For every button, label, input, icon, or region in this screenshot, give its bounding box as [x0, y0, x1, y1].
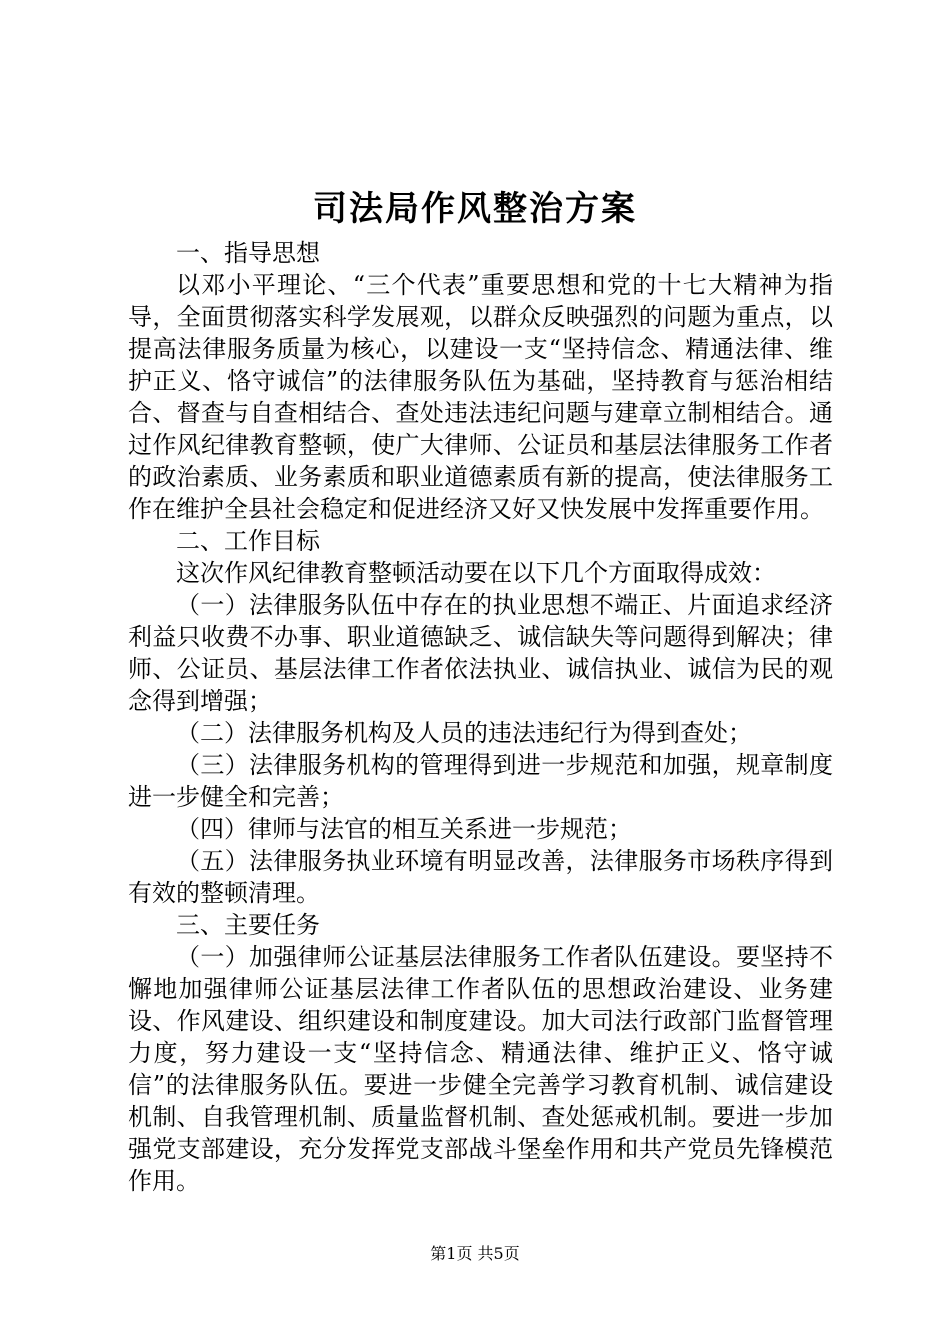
- body-paragraph: （三）法律服务机构的管理得到进一步规范和加强，规章制度进一步健全和完善；: [128, 751, 833, 811]
- body-paragraph: （二）法律服务机构及人员的违法违纪行为得到查处；: [176, 719, 752, 747]
- document-title: 司法局作风整治方案: [313, 189, 637, 229]
- body-paragraph: 这次作风纪律教育整顿活动要在以下几个方面取得成效：: [176, 559, 776, 587]
- section-heading: 二、工作目标: [176, 527, 320, 555]
- body-paragraph: （一）法律服务队伍中存在的执业思想不端正、片面追求经济利益只收费不办事、职业道德缺乏、诚信缺失等问题得到解决；律师、公证员、基层法律工作者依法执业、诚信执业、诚信为民的观念得到增强；: [128, 591, 833, 715]
- body-paragraph: 以邓小平理论、“三个代表”重要思想和党的十七大精神为指导，全面贯彻落实科学发展观，以群众反映强烈的问题为重点，以提高法律服务质量为核心，以建设一支“坚持信念、精通法律、维护正义、恪守诚信”的法律服务队伍为基础，坚持教育与惩治相结合、督查与自查相结合、查处违法违纪问题与建章立制相结合。通过作风纪律教育整顿，使广大律师、公证员和基层法律服务工作者的政治素质、业务素质和职业道德素质有新的提高，使法律服务工作在维护全县社会稳定和促进经济又好又快发展中发挥重要作用。: [128, 271, 833, 523]
- body-paragraph: （四）律师与法官的相互关系进一步规范；: [176, 815, 632, 843]
- page-footer: 第1页 共5页: [430, 1244, 520, 1263]
- section-heading: 一、指导思想: [176, 239, 320, 267]
- document-body: [128, 237, 833, 1197]
- body-paragraph: （一）加强律师公证基层法律服务工作者队伍建设。要坚持不懈地加强律师公证基层法律工作者队伍的思想政治建设、业务建设、作风建设、组织建设和制度建设。加大司法行政部门监督管理力度，努力建设一支“坚持信念、精通法律、维护正义、恪守诚信”的法律服务队伍。要进一步健全完善学习教育机制、诚信建设机制、自我管理机制、质量监督机制、查处惩戒机制。要进一步加强党支部建设，充分发挥党支部战斗堡垒作用和共产党员先锋模范作用。: [128, 943, 833, 1195]
- body-paragraph: （五）法律服务执业环境有明显改善，法律服务市场秩序得到有效的整顿清理。: [128, 847, 833, 907]
- section-heading: 三、主要任务: [176, 911, 320, 939]
